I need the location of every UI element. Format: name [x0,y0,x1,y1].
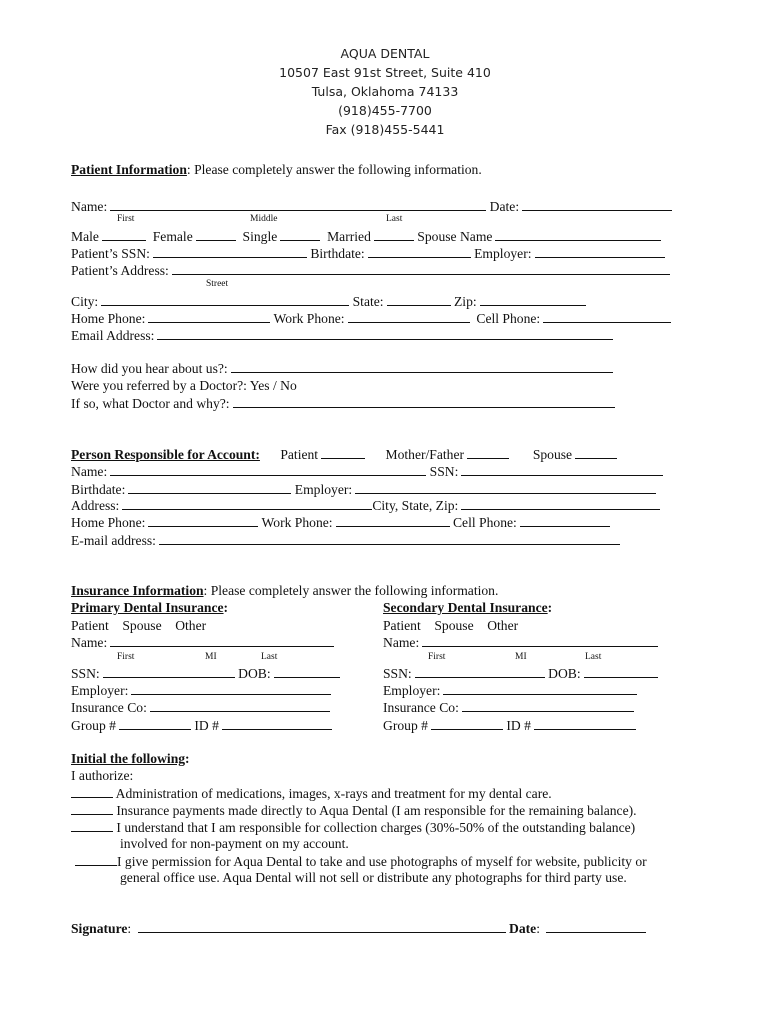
responsible-employer-field[interactable] [355,481,656,494]
patient-name-row: Name: Date: [71,198,672,215]
doctor-why-row: If so, what Doctor and why?: [71,395,615,412]
clinic-city: Tulsa, Oklahoma 74133 [311,84,459,99]
primary-insurance-co-field[interactable] [150,699,330,712]
primary-ssn-row: SSN: DOB: [71,665,340,682]
primary-relation-options: Patient Spouse Other [71,618,207,633]
patient-ssn-row: Patient’s SSN: Birthdate: Employer: [71,245,665,262]
responsible-name-row: Name: SSN: [71,463,663,480]
secondary-dob-field[interactable] [584,665,658,678]
secondary-employer-field[interactable] [443,682,637,695]
secondary-employer-row: Employer: [383,682,637,699]
signature-row: Signature: Date: [71,920,646,937]
initial-field-4[interactable] [75,853,117,866]
sub-first: First [117,214,135,224]
secondary-sub-first: First [428,652,446,662]
patient-address-field[interactable] [172,262,670,275]
primary-sub-last: Last [261,652,278,662]
responsible-parent-field[interactable] [467,446,509,459]
secondary-group-row: Group # ID # [383,717,636,734]
patient-phone-row: Home Phone: Work Phone: Cell Phone: [71,310,671,327]
primary-insurance-heading: Primary Dental Insurance: [71,600,229,615]
patient-cell-phone-field[interactable] [543,310,671,323]
single-field[interactable] [280,228,320,241]
secondary-insurance-co-row: Insurance Co: [383,699,634,716]
primary-employer-field[interactable] [131,682,331,695]
responsible-address-field[interactable] [122,497,372,510]
secondary-insurance-heading: Secondary Dental Insurance: [383,600,553,615]
responsible-name-field[interactable] [110,463,426,476]
secondary-ssn-row: SSN: DOB: [383,665,658,682]
primary-group-field[interactable] [119,717,191,730]
responsible-work-phone-field[interactable] [336,514,450,527]
secondary-id-field[interactable] [534,717,636,730]
auth-item-3-cont: involved for non-payment on my account. [120,836,349,851]
responsible-birthdate-field[interactable] [128,481,291,494]
initial-field-1[interactable] [71,785,113,798]
sub-street: Street [206,279,229,289]
referred-row: Were you referred by a Doctor?: Yes / No [71,378,297,393]
clinic-fax: Fax (918)455-5441 [325,122,445,137]
clinic-name: AQUA DENTAL [340,46,430,61]
auth-item-2: Insurance payments made directly to Aqua Dental (I am responsible for the remaining balance). [71,802,637,819]
responsible-cell-phone-field[interactable] [520,514,610,527]
responsible-phone-row: Home Phone: Work Phone: Cell Phone: [71,514,610,531]
primary-sub-mi: MI [205,652,217,662]
patient-email-row: Email Address: [71,327,613,344]
male-field[interactable] [102,228,146,241]
primary-name-row: Name: [71,634,334,651]
responsible-ssn-field[interactable] [461,463,663,476]
responsible-patient-field[interactable] [321,446,365,459]
responsible-email-field[interactable] [159,532,620,545]
hear-about-field[interactable] [231,360,613,373]
primary-ssn-field[interactable] [103,665,235,678]
auth-item-4-cont: general office use. Aqua Dental will not sell or distribute any photographs for third party use. [120,870,627,885]
patient-email-field[interactable] [157,327,613,340]
sub-middle: Middle [250,214,278,224]
responsible-email-row: E-mail address: [71,532,620,549]
initial-heading: Initial the following: [71,751,190,766]
patient-zip-field[interactable] [480,293,586,306]
clinic-street: 10507 East 91st Street, Suite 410 [279,65,491,80]
auth-item-1: Administration of medications, images, x-rays and treatment for my dental care. [71,785,552,802]
secondary-group-field[interactable] [431,717,503,730]
authorize-intro: I authorize: [71,768,134,783]
secondary-name-field[interactable] [422,634,658,647]
primary-sub-first: First [117,652,135,662]
patient-home-phone-field[interactable] [148,310,270,323]
secondary-name-row: Name: [383,634,658,651]
primary-name-field[interactable] [110,634,334,647]
secondary-sub-last: Last [585,652,602,662]
responsible-spouse-field[interactable] [575,446,617,459]
signature-field[interactable] [138,920,506,933]
secondary-insurance-co-field[interactable] [462,699,634,712]
primary-insurance-co-row: Insurance Co: [71,699,330,716]
patient-name-field[interactable] [110,198,486,211]
female-field[interactable] [196,228,236,241]
patient-birthdate-field[interactable] [368,245,471,258]
patient-work-phone-field[interactable] [348,310,470,323]
doctor-why-field[interactable] [233,395,615,408]
patient-state-field[interactable] [387,293,451,306]
auth-item-4: I give permission for Aqua Dental to take and use photographs of myself for website, publicity or [75,853,647,870]
patient-city-row: City: State: Zip: [71,293,586,310]
initial-field-3[interactable] [71,819,113,832]
responsible-city-field[interactable] [461,497,660,510]
responsible-heading-row: Person Responsible for Account: Patient Mother/Father Spouse [71,446,617,463]
patient-date-field[interactable] [522,198,672,211]
primary-employer-row: Employer: [71,682,331,699]
responsible-home-phone-field[interactable] [148,514,258,527]
hear-about-row: How did you hear about us?: [71,360,613,377]
secondary-relation-options: Patient Spouse Other [383,618,519,633]
auth-item-3: I understand that I am responsible for collection charges (30%-50% of the outstanding balance) [71,819,635,836]
signature-date-field[interactable] [546,920,646,933]
patient-address-row: Patient’s Address: [71,262,670,279]
patient-section-title: Patient Information: Please completely answer the following information. [71,162,482,177]
primary-group-row: Group # ID # [71,717,332,734]
secondary-ssn-field[interactable] [415,665,545,678]
primary-dob-field[interactable] [274,665,340,678]
responsible-birth-row: Birthdate: Employer: [71,481,656,498]
sub-last: Last [386,214,403,224]
insurance-section-title: Insurance Information: Please completely answer the following information. [71,583,499,598]
initial-field-2[interactable] [71,802,113,815]
primary-id-field[interactable] [222,717,332,730]
patient-status-row: Male Female Single Married Spouse Name [71,228,661,245]
patient-employer-field[interactable] [535,245,665,258]
clinic-phone: (918)455-7700 [338,103,432,118]
patient-ssn-field[interactable] [153,245,307,258]
spouse-name-field[interactable] [495,228,661,241]
secondary-sub-mi: MI [515,652,527,662]
married-field[interactable] [374,228,414,241]
patient-city-field[interactable] [101,293,349,306]
responsible-address-row: Address: City, State, Zip: [71,497,660,514]
